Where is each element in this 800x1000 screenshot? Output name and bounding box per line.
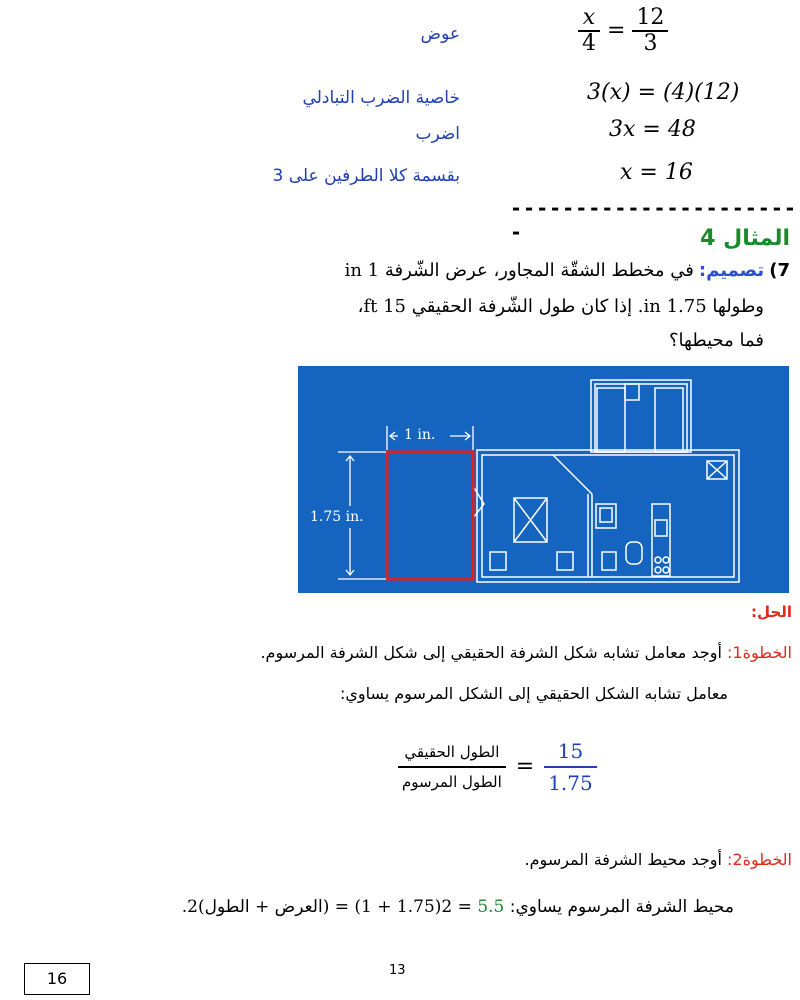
ratio-den-label: الطول المرسوم bbox=[402, 772, 502, 791]
step-label-substitute: عوض bbox=[420, 24, 460, 44]
height-label: 1.75 in. bbox=[310, 509, 364, 525]
question-line-1 bbox=[345, 260, 790, 281]
ratio-den-value: 1.75 bbox=[548, 770, 593, 795]
step-label-multiply: اضرب bbox=[415, 124, 460, 144]
question-text-1: في مخطط الشقّة المجاور، عرض الشّرفة 1 in bbox=[344, 260, 694, 281]
frac-den: 4 bbox=[582, 30, 596, 56]
width-label: 1 in. bbox=[404, 427, 436, 443]
equation-multiply: 3x = 48 bbox=[609, 117, 696, 142]
step-2-prefix: الخطوة2: bbox=[727, 850, 792, 869]
solution-step-1 bbox=[260, 643, 792, 662]
floor-plan-svg bbox=[298, 366, 789, 593]
example-title: المثال 4 bbox=[700, 226, 790, 251]
solution-step-2 bbox=[525, 850, 792, 869]
ratio-num-value: 15 bbox=[557, 739, 584, 763]
question-text-2: وطولها 1.75 in. إذا كان طول الشّرفة الحقيقي 15 ft، bbox=[357, 296, 764, 317]
frac-num: 12 bbox=[636, 5, 665, 30]
page-number-box: 16 bbox=[24, 963, 90, 995]
perimeter-expression: = 2(1.75 + 1) = (العرض + الطول)2. bbox=[181, 897, 472, 917]
step-1-prefix: الخطوة1: bbox=[727, 643, 792, 662]
perimeter-text: محيط الشرفة المرسوم يساوي: bbox=[509, 897, 734, 917]
question-text-3: فما محيطها؟ bbox=[668, 330, 764, 351]
perimeter-line bbox=[182, 897, 734, 917]
ratio-num-label: الطول الحقيقي bbox=[404, 742, 500, 761]
step-label-divide: بقسمة كلا الطرفين على 3 bbox=[272, 166, 460, 186]
equation-divide: x = 16 bbox=[620, 160, 693, 185]
floor-plan-figure bbox=[298, 366, 789, 593]
equals-sign: = bbox=[607, 17, 626, 43]
ratio-equation: $\frac{\text{الطول الحقيقي}}{\text{الطول المرسوم}}$ = $\frac{15}{1.75}$ bbox=[398, 740, 597, 794]
perimeter-result: 5.5 bbox=[477, 897, 505, 917]
separator-dashes: ----------------------- bbox=[510, 196, 797, 244]
step-2-text: أوجد محيط الشرفة المرسوم. bbox=[524, 850, 722, 869]
equation-substitute bbox=[578, 6, 668, 56]
frac-den: 3 bbox=[643, 30, 658, 56]
step-label-cross-multiply: خاصية الضرب التبادلي bbox=[302, 88, 460, 108]
page-number-center: 13 bbox=[389, 963, 406, 978]
equation-cross-multiply: 3(x) = (4)(12) bbox=[587, 80, 740, 105]
ratio-description: معامل تشابه الشكل الحقيقي إلى الشكل المرسوم يساوي: bbox=[339, 684, 728, 703]
question-keyword: تصميم: bbox=[698, 260, 765, 281]
frac-num: x bbox=[582, 5, 596, 30]
question-number: 7) bbox=[769, 260, 790, 281]
solution-label: الحل: bbox=[751, 603, 792, 621]
step-1-text: أوجد معامل تشابه شكل الشرفة الحقيقي إلى شكل الشرفة المرسوم. bbox=[260, 643, 722, 662]
